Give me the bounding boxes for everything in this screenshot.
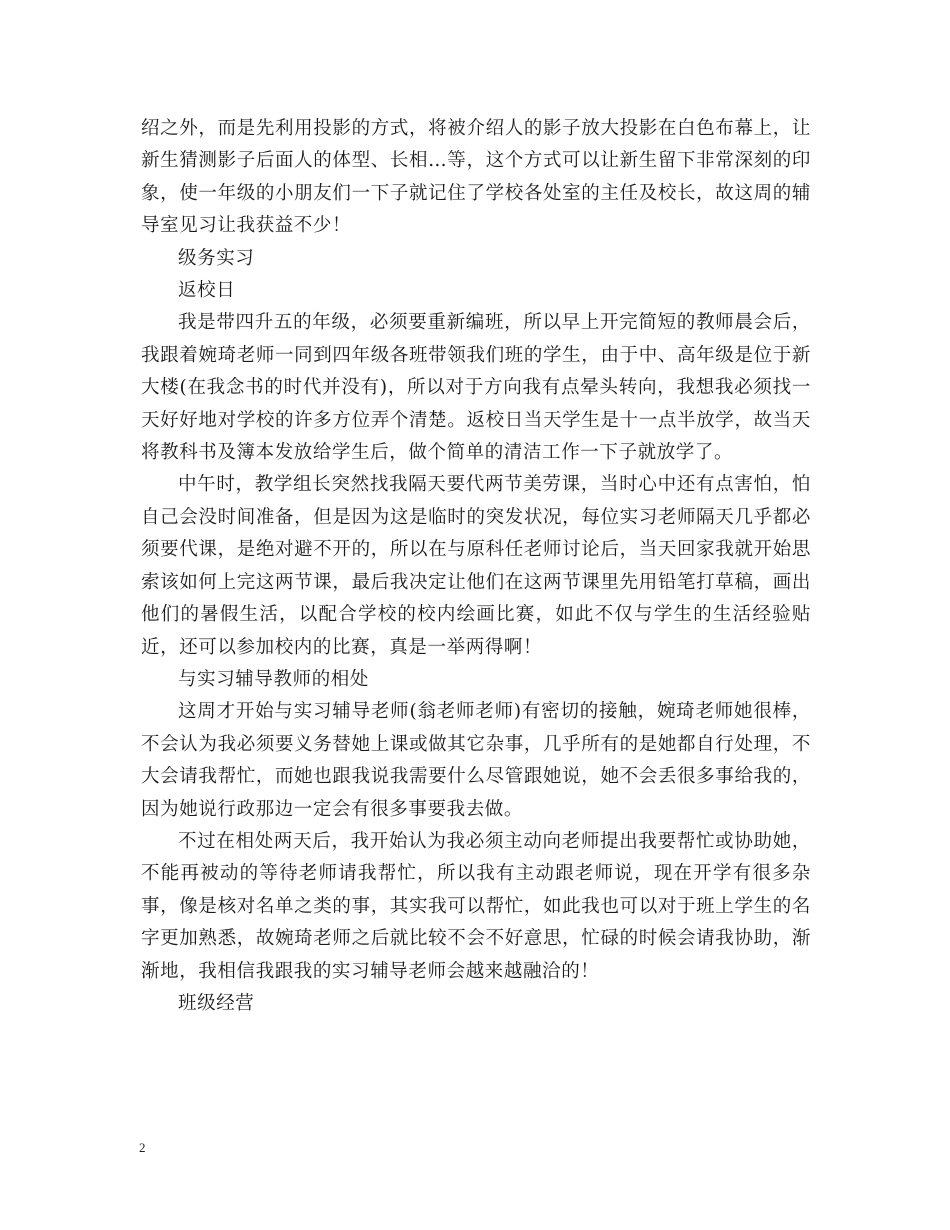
document-body — [141, 113, 811, 1020]
section-heading-return-day: 返校日 — [178, 280, 236, 302]
page-number: 2 — [139, 1140, 146, 1155]
paragraph-mentor-2: 不过在相处两天后，我开始认为我必须主动向老师提出我要帮忙或协助她，不能再被动的等待老师请我帮忙，所以我有主动跟老师说，现在开学有很多杂事，像是核对名单之类的事，其实我可以帮忙，如此我也可以对于班上学生的名字更加熟悉，故婉琦老师之后就比较不会不好意思，忙碌的时候会请我协助，渐渐地，我相信我跟我的实习辅导老师会越来越融洽的！ — [141, 830, 811, 982]
section-heading-class-management: 班级经营 — [178, 992, 255, 1014]
section-heading-class-affairs: 级务实习 — [178, 247, 255, 269]
section-heading-mentor: 与实习辅导教师的相处 — [178, 668, 370, 690]
paragraph-continued: 绍之外，而是先利用投影的方式，将被介绍人的影子放大投影在白色布幕上，让新生猜测影子后面人的体型、长相…等，这个方式可以让新生留下非常深刻的印象，使一年级的小朋友们一下子就记住了学校各处室的主任及校长，故这周的辅导室见习让我获益不少！ — [141, 118, 811, 237]
paragraph-noon: 中午时，教学组长突然找我隔天要代两节美劳课，当时心中还有点害怕，怕自己会没时间准备，但是因为这是临时的突发状况，每位实习老师隔天几乎都必须要代课，是绝对避不开的，所以在与原科任老师讨论后，当天回家我就开始思索该如何上完这两节课，最后我决定让他们在这两节课里先用铅笔打草稿，画出他们的暑假生活，以配合学校的校内绘画比赛，如此不仅与学生的生活经验贴近，还可以参加校内的比赛，真是一举两得啊！ — [141, 474, 811, 658]
paragraph-return-day: 我是带四升五的年级，必须要重新编班，所以早上开完简短的教师晨会后，我跟着婉琦老师一同到四年级各班带领我们班的学生，由于中、高年级是位于新大楼(在我念书的时代并没有)，所以对于方向我有点晕头转向，我想我必须找一天好好地对学校的许多方位弄个清楚。返校日当天学生是十一点半放学，故当天将教科书及簿本发放给学生后，做个简单的清洁工作一下子就放学了。 — [141, 312, 811, 464]
paragraph-mentor-1: 这周才开始与实习辅导老师(翁老师老师)有密切的接触，婉琦老师她很棒，不会认为我必须要义务替她上课或做其它杂事，几乎所有的是她都自行处理，不大会请我帮忙，而她也跟我说我需要什么尽管跟她说，她不会丢很多事给我的，因为她说行政那边一定会有很多事要我去做。 — [141, 701, 811, 820]
